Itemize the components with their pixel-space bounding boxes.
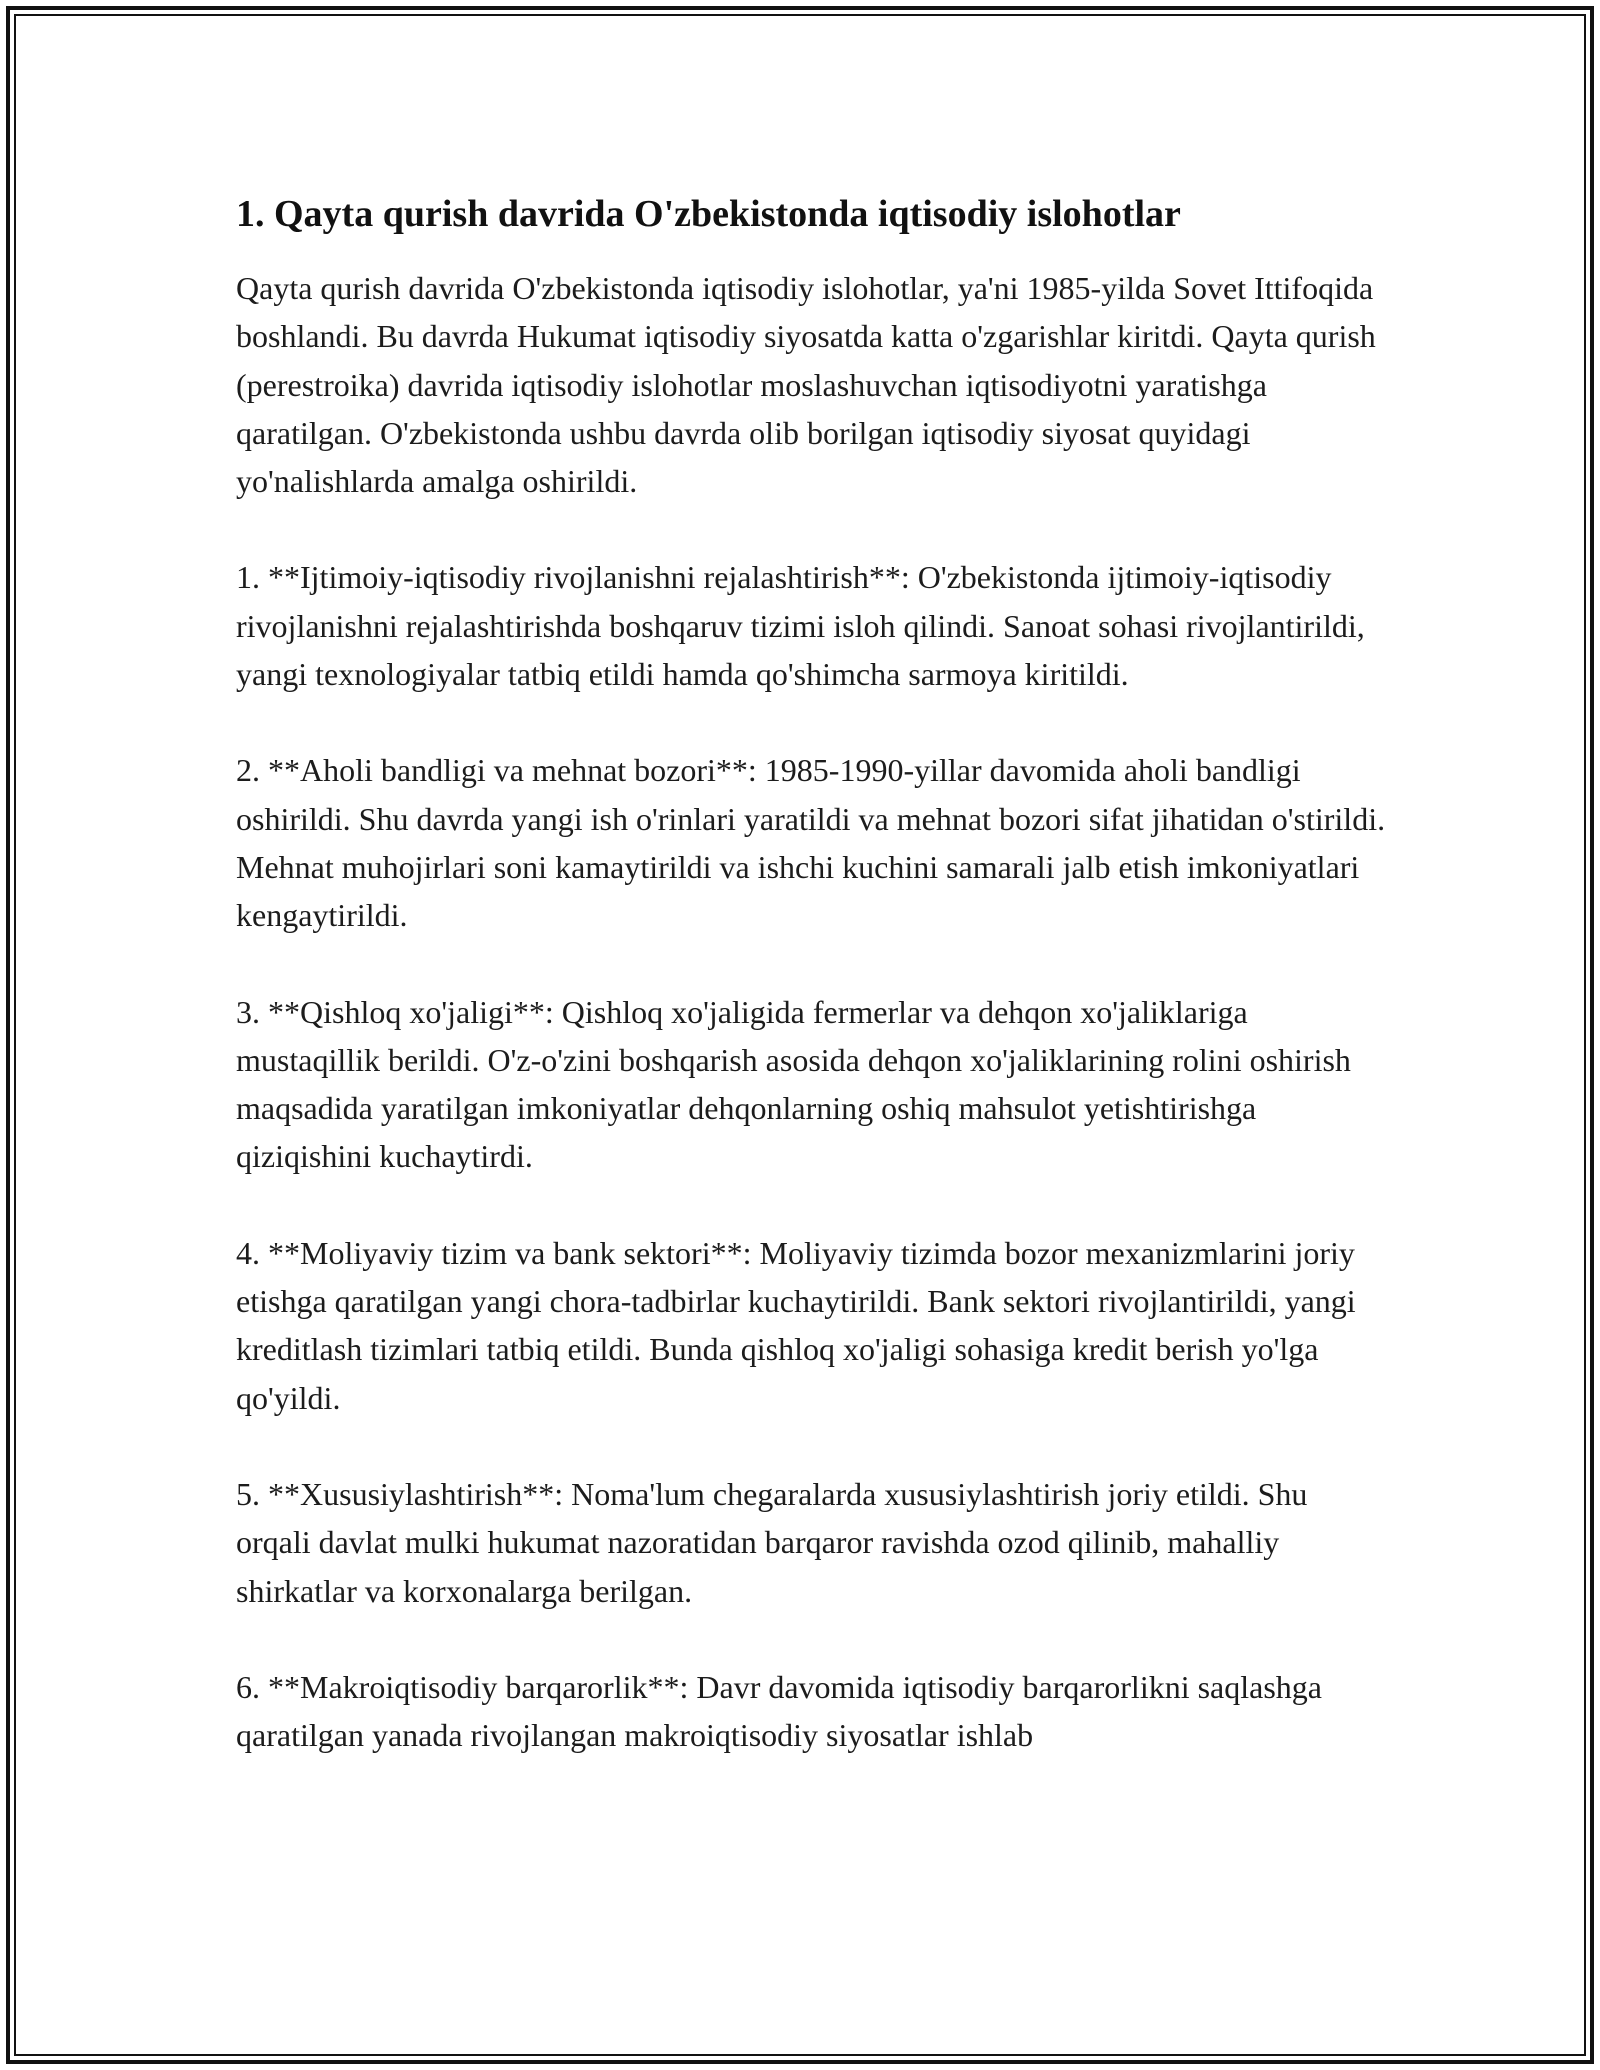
document-body bbox=[236, 188, 1386, 1807]
paragraph-item-5: 5. **Xususiylashtirish**: Noma'lum chegaralarda xususiylashtirish joriy etildi. Shu orqali davlat mulki hukumat nazoratidan barqaror ravishda ozod qilinib, mahalliy shirkatlar va korxonalarga berilgan. bbox=[236, 1475, 1308, 1609]
paragraph-item-1: 1. **Ijtimoiy-iqtisodiy rivojlanishni rejalashtirish**: O'zbekistonda ijtimoiy-iqtisodiy rivojlanishni rejalashtirishda boshqaruv tizimi isloh qilindi. Sanoat sohasi rivojlantirildi, yangi texnologiyalar tatbiq etildi hamda qo'shimcha sarmoya kiritildi. bbox=[236, 559, 1365, 693]
paragraph-item-2: 2. **Aholi bandligi va mehnat bozori**: 1985-1990-yillar davomida aholi bandligi oshirildi. Shu davrda yangi ish o'rinlari yaratildi va mehnat bozori sifat jihatidan o'stirildi. Mehnat muhojirlari soni kamaytirildi va ishchi kuchini samarali jalb etish imkoniyatlari kengaytirildi. bbox=[236, 752, 1386, 934]
paragraph-intro: Qayta qurish davrida O'zbekistonda iqtisodiy islohotlar, ya'ni 1985-yilda Sovet Ittifoqida boshlandi. Bu davrda Hukumat iqtisodiy siyosatda katta o'zgarishlar kiritdi. Qayta qurish (perestroika) davrida iqtisodiy islohotlar moslashuvchan iqtisodiyotni yaratishga qaratilgan. O'zbekistonda ushbu davrda olib borilgan iqtisodiy siyosat quyidagi yo'nalishlarda amalga oshirildi. bbox=[236, 270, 1376, 500]
paragraph-item-4: 4. **Moliyaviy tizim va bank sektori**: Moliyaviy tizimda bozor mexanizmlarini joriy etishga qaratilgan yangi chora-tadbirlar kuchaytirildi. Bank sektori rivojlantirildi, yangi kreditlash tizimlari tatbiq etildi. Bunda qishloq xo'jaligi sohasiga kredit berish yo'lga qo'yildi. bbox=[236, 1234, 1356, 1416]
paragraph-item-3: 3. **Qishloq xo'jaligi**: Qishloq xo'jaligida fermerlar va dehqon xo'jaliklariga mustaqillik berildi. O'z-o'zini boshqarish asosida dehqon xo'jaliklarining rolini oshirish maqsadida yaratilgan imkoniyatlar dehqonlarning oshiq mahsulot yetishtirishga qiziqishini kuchaytirdi. bbox=[236, 993, 1351, 1175]
paragraph-item-6: 6. **Makroiqtisodiy barqarorlik**: Davr davomida iqtisodiy barqarorlikni saqlashga qaratilgan yanada rivojlangan makroiqtisodiy siyosatlar ishlab bbox=[236, 1668, 1322, 1754]
document-title: 1. Qayta qurish davrida O'zbekistonda iqtisodiy islohotlar bbox=[236, 193, 1181, 235]
